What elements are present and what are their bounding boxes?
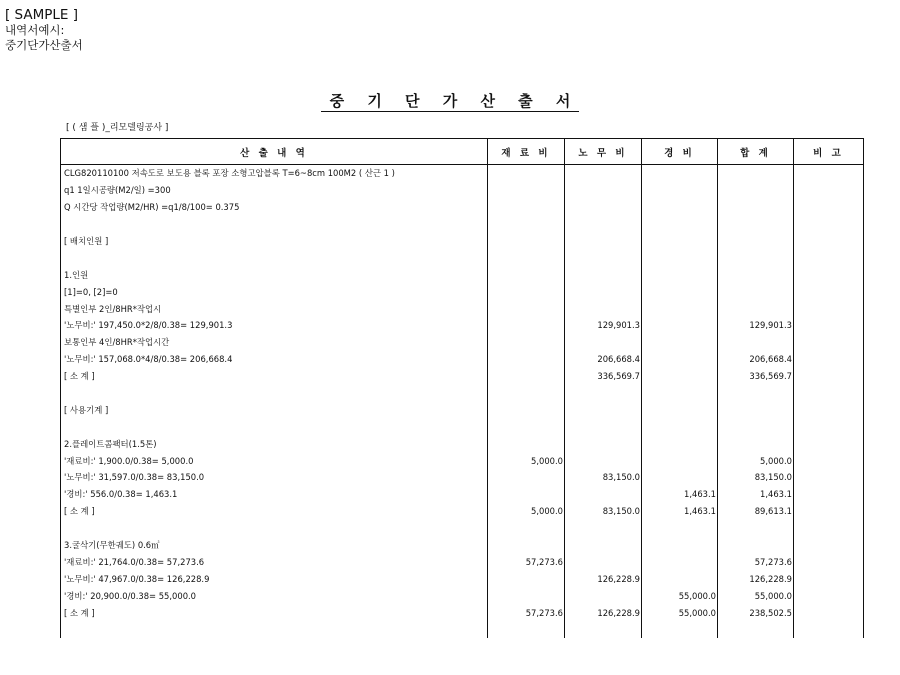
cell-total bbox=[718, 520, 794, 537]
cell-total bbox=[718, 385, 794, 402]
cell-labor bbox=[565, 537, 642, 554]
table-row bbox=[61, 452, 864, 469]
cell-description: '노무비:' 31,597.0/0.38= 83,150.0 bbox=[61, 469, 488, 486]
table-body bbox=[61, 165, 864, 638]
cell-material bbox=[488, 182, 565, 199]
cell-total bbox=[718, 401, 794, 418]
cell-total: 89,613.1 bbox=[718, 503, 794, 520]
cell-material bbox=[488, 469, 565, 486]
cell-labor bbox=[565, 587, 642, 604]
header-line-2: 중기단가산출서 bbox=[5, 38, 83, 52]
cell-labor bbox=[565, 216, 642, 233]
cell-expense bbox=[642, 300, 718, 317]
cell-expense bbox=[642, 368, 718, 385]
table-row bbox=[61, 401, 864, 418]
cell-expense bbox=[642, 570, 718, 587]
table-row bbox=[61, 418, 864, 435]
cell-expense bbox=[642, 182, 718, 199]
cell-material bbox=[488, 418, 565, 435]
cell-total: 126,228.9 bbox=[718, 570, 794, 587]
cell-labor bbox=[565, 418, 642, 435]
cell-labor bbox=[565, 283, 642, 300]
cell-expense: 1,463.1 bbox=[642, 486, 718, 503]
cell-labor: 129,901.3 bbox=[565, 317, 642, 334]
cell-note bbox=[794, 334, 864, 351]
cell-labor bbox=[565, 165, 642, 182]
cell-expense bbox=[642, 418, 718, 435]
table-row bbox=[61, 334, 864, 351]
cell-description: '노무비:' 157,068.0*4/8/0.38= 206,668.4 bbox=[61, 351, 488, 368]
cell-description: '재료비:' 1,900.0/0.38= 5,000.0 bbox=[61, 452, 488, 469]
table-row bbox=[61, 553, 864, 570]
cell-labor bbox=[565, 233, 642, 250]
sample-label: [ SAMPLE ] bbox=[5, 7, 79, 23]
cell-description: '노무비:' 47,967.0/0.38= 126,228.9 bbox=[61, 570, 488, 587]
col-header-description: 산 출 내 역 bbox=[61, 139, 488, 165]
cell-expense bbox=[642, 334, 718, 351]
cell-description: 1.인원 bbox=[61, 266, 488, 283]
cell-expense: 55,000.0 bbox=[642, 604, 718, 621]
cell-expense bbox=[642, 385, 718, 402]
cell-note bbox=[794, 317, 864, 334]
cell-note bbox=[794, 435, 864, 452]
cell-labor bbox=[565, 452, 642, 469]
cell-note bbox=[794, 351, 864, 368]
cell-description: '경비:' 556.0/0.38= 1,463.1 bbox=[61, 486, 488, 503]
cell-material bbox=[488, 233, 565, 250]
table-row bbox=[61, 216, 864, 233]
cell-labor bbox=[565, 401, 642, 418]
cell-description: [ 소 계 ] bbox=[61, 604, 488, 621]
cell-material bbox=[488, 570, 565, 587]
cell-expense bbox=[642, 621, 718, 638]
table-row bbox=[61, 182, 864, 199]
cell-note bbox=[794, 503, 864, 520]
cell-total: 83,150.0 bbox=[718, 469, 794, 486]
cell-total: 336,569.7 bbox=[718, 368, 794, 385]
cell-note bbox=[794, 165, 864, 182]
cell-material: 57,273.6 bbox=[488, 604, 565, 621]
table-row bbox=[61, 165, 864, 182]
cell-note bbox=[794, 249, 864, 266]
cell-note bbox=[794, 452, 864, 469]
cell-description: [1]=0, [2]=0 bbox=[61, 283, 488, 300]
cell-expense bbox=[642, 283, 718, 300]
cell-material: 57,273.6 bbox=[488, 553, 565, 570]
cell-material bbox=[488, 300, 565, 317]
table-row bbox=[61, 249, 864, 266]
cell-note bbox=[794, 570, 864, 587]
cell-labor: 83,150.0 bbox=[565, 503, 642, 520]
cell-note bbox=[794, 604, 864, 621]
cell-material bbox=[488, 537, 565, 554]
table-row bbox=[61, 469, 864, 486]
cell-expense bbox=[642, 233, 718, 250]
table-row bbox=[61, 435, 864, 452]
table-row bbox=[61, 503, 864, 520]
cell-note bbox=[794, 553, 864, 570]
cell-total: 129,901.3 bbox=[718, 317, 794, 334]
table-row bbox=[61, 587, 864, 604]
cell-material bbox=[488, 249, 565, 266]
cell-labor bbox=[565, 182, 642, 199]
cell-description bbox=[61, 621, 488, 638]
cell-description: CLG820110100 저속도로 보도용 블록 포장 소형고압블록 T=6~8cm 100M2 ( 산근 1 ) bbox=[61, 165, 488, 182]
cell-expense: 1,463.1 bbox=[642, 503, 718, 520]
cell-labor bbox=[565, 621, 642, 638]
cell-labor bbox=[565, 199, 642, 216]
document-title bbox=[0, 90, 900, 111]
cell-total bbox=[718, 621, 794, 638]
cell-description: Q 시간당 작업량(M2/HR) =q1/8/100= 0.375 bbox=[61, 199, 488, 216]
cell-material bbox=[488, 435, 565, 452]
table-row bbox=[61, 537, 864, 554]
cell-total bbox=[718, 249, 794, 266]
cell-description: [ 소 계 ] bbox=[61, 368, 488, 385]
col-header-expense: 경 비 bbox=[642, 139, 718, 165]
cell-total: 55,000.0 bbox=[718, 587, 794, 604]
cell-expense bbox=[642, 401, 718, 418]
cell-labor bbox=[565, 385, 642, 402]
cell-description: 보통인부 4인/8HR*작업시간 bbox=[61, 334, 488, 351]
cell-expense bbox=[642, 249, 718, 266]
cell-description: 특별인부 2인/8HR*작업시 bbox=[61, 300, 488, 317]
cell-note bbox=[794, 283, 864, 300]
cell-total: 206,668.4 bbox=[718, 351, 794, 368]
cell-labor: 336,569.7 bbox=[565, 368, 642, 385]
cell-total bbox=[718, 418, 794, 435]
table-row bbox=[61, 266, 864, 283]
col-header-labor: 노 무 비 bbox=[565, 139, 642, 165]
cell-expense bbox=[642, 520, 718, 537]
cell-total bbox=[718, 537, 794, 554]
project-name: [ ( 샘 플 )_리모델링공사 ] bbox=[66, 123, 169, 133]
cell-material bbox=[488, 520, 565, 537]
cell-material bbox=[488, 266, 565, 283]
cell-description bbox=[61, 216, 488, 233]
table-row bbox=[61, 233, 864, 250]
cell-labor bbox=[565, 334, 642, 351]
cell-note bbox=[794, 418, 864, 435]
cell-material bbox=[488, 334, 565, 351]
cell-note bbox=[794, 587, 864, 604]
cell-total bbox=[718, 300, 794, 317]
table-row bbox=[61, 604, 864, 621]
cell-total bbox=[718, 334, 794, 351]
table-row bbox=[61, 621, 864, 638]
cell-description: [ 소 계 ] bbox=[61, 503, 488, 520]
cell-material bbox=[488, 199, 565, 216]
cell-labor bbox=[565, 486, 642, 503]
cell-labor: 206,668.4 bbox=[565, 351, 642, 368]
cell-labor: 83,150.0 bbox=[565, 469, 642, 486]
cell-labor bbox=[565, 266, 642, 283]
cell-material bbox=[488, 216, 565, 233]
cell-total bbox=[718, 182, 794, 199]
cell-description: 2.플레이트콤팩터(1.5톤) bbox=[61, 435, 488, 452]
cell-expense bbox=[642, 553, 718, 570]
cell-note bbox=[794, 233, 864, 250]
cell-expense bbox=[642, 452, 718, 469]
cell-material bbox=[488, 317, 565, 334]
cell-note bbox=[794, 469, 864, 486]
col-header-material: 재 료 비 bbox=[488, 139, 565, 165]
cell-expense bbox=[642, 351, 718, 368]
table-row bbox=[61, 520, 864, 537]
cell-note bbox=[794, 486, 864, 503]
cell-expense bbox=[642, 199, 718, 216]
cell-description bbox=[61, 249, 488, 266]
cell-labor: 126,228.9 bbox=[565, 604, 642, 621]
cell-total bbox=[718, 266, 794, 283]
cell-total: 1,463.1 bbox=[718, 486, 794, 503]
cell-material bbox=[488, 351, 565, 368]
cell-labor bbox=[565, 300, 642, 317]
estimate-table bbox=[60, 138, 864, 638]
cell-labor bbox=[565, 435, 642, 452]
cell-total bbox=[718, 165, 794, 182]
cell-expense: 55,000.0 bbox=[642, 587, 718, 604]
cell-material: 5,000.0 bbox=[488, 452, 565, 469]
cell-material bbox=[488, 401, 565, 418]
cell-expense bbox=[642, 266, 718, 283]
cell-expense bbox=[642, 469, 718, 486]
col-header-note: 비 고 bbox=[794, 139, 864, 165]
cell-labor bbox=[565, 249, 642, 266]
cell-note bbox=[794, 520, 864, 537]
cell-material bbox=[488, 165, 565, 182]
cell-material bbox=[488, 368, 565, 385]
cell-expense bbox=[642, 537, 718, 554]
table-row bbox=[61, 385, 864, 402]
cell-expense bbox=[642, 317, 718, 334]
cell-labor bbox=[565, 553, 642, 570]
cell-description bbox=[61, 418, 488, 435]
cell-material bbox=[488, 486, 565, 503]
cell-note bbox=[794, 182, 864, 199]
table-header-row bbox=[61, 139, 864, 165]
cell-material bbox=[488, 385, 565, 402]
cell-description: q1 1일시공량(M2/일) =300 bbox=[61, 182, 488, 199]
cell-total bbox=[718, 283, 794, 300]
cell-material bbox=[488, 621, 565, 638]
cell-note bbox=[794, 199, 864, 216]
cell-description: '경비:' 20,900.0/0.38= 55,000.0 bbox=[61, 587, 488, 604]
sample-header bbox=[5, 7, 83, 53]
cell-total bbox=[718, 216, 794, 233]
cell-description: '노무비:' 197,450.0*2/8/0.38= 129,901.3 bbox=[61, 317, 488, 334]
table-row bbox=[61, 199, 864, 216]
cell-total bbox=[718, 233, 794, 250]
cell-description: [ 배치인원 ] bbox=[61, 233, 488, 250]
document-title-text: 중 기 단 가 산 출 서 bbox=[321, 92, 580, 112]
col-header-total: 합 계 bbox=[718, 139, 794, 165]
cell-labor bbox=[565, 520, 642, 537]
table-row bbox=[61, 570, 864, 587]
cell-note bbox=[794, 216, 864, 233]
table-row bbox=[61, 351, 864, 368]
cell-labor: 126,228.9 bbox=[565, 570, 642, 587]
cell-total: 238,502.5 bbox=[718, 604, 794, 621]
cell-total bbox=[718, 199, 794, 216]
cell-total: 5,000.0 bbox=[718, 452, 794, 469]
header-line-1: 내역서예시: bbox=[5, 23, 65, 37]
table-row bbox=[61, 283, 864, 300]
cell-description: [ 사용기계 ] bbox=[61, 401, 488, 418]
cell-note bbox=[794, 266, 864, 283]
cell-description: 3.굴삭기(무한궤도) 0.6㎥ bbox=[61, 537, 488, 554]
table-row bbox=[61, 300, 864, 317]
cell-note bbox=[794, 385, 864, 402]
cell-expense bbox=[642, 165, 718, 182]
cell-material bbox=[488, 283, 565, 300]
cell-expense bbox=[642, 435, 718, 452]
cell-note bbox=[794, 368, 864, 385]
cell-note bbox=[794, 300, 864, 317]
table-row bbox=[61, 368, 864, 385]
cell-note bbox=[794, 537, 864, 554]
cell-note bbox=[794, 621, 864, 638]
cell-description bbox=[61, 385, 488, 402]
table-row bbox=[61, 486, 864, 503]
cell-expense bbox=[642, 216, 718, 233]
table-row bbox=[61, 317, 864, 334]
cell-description bbox=[61, 520, 488, 537]
cell-note bbox=[794, 401, 864, 418]
cell-total: 57,273.6 bbox=[718, 553, 794, 570]
cell-total bbox=[718, 435, 794, 452]
cell-material: 5,000.0 bbox=[488, 503, 565, 520]
cell-material bbox=[488, 587, 565, 604]
cell-description: '재료비:' 21,764.0/0.38= 57,273.6 bbox=[61, 553, 488, 570]
